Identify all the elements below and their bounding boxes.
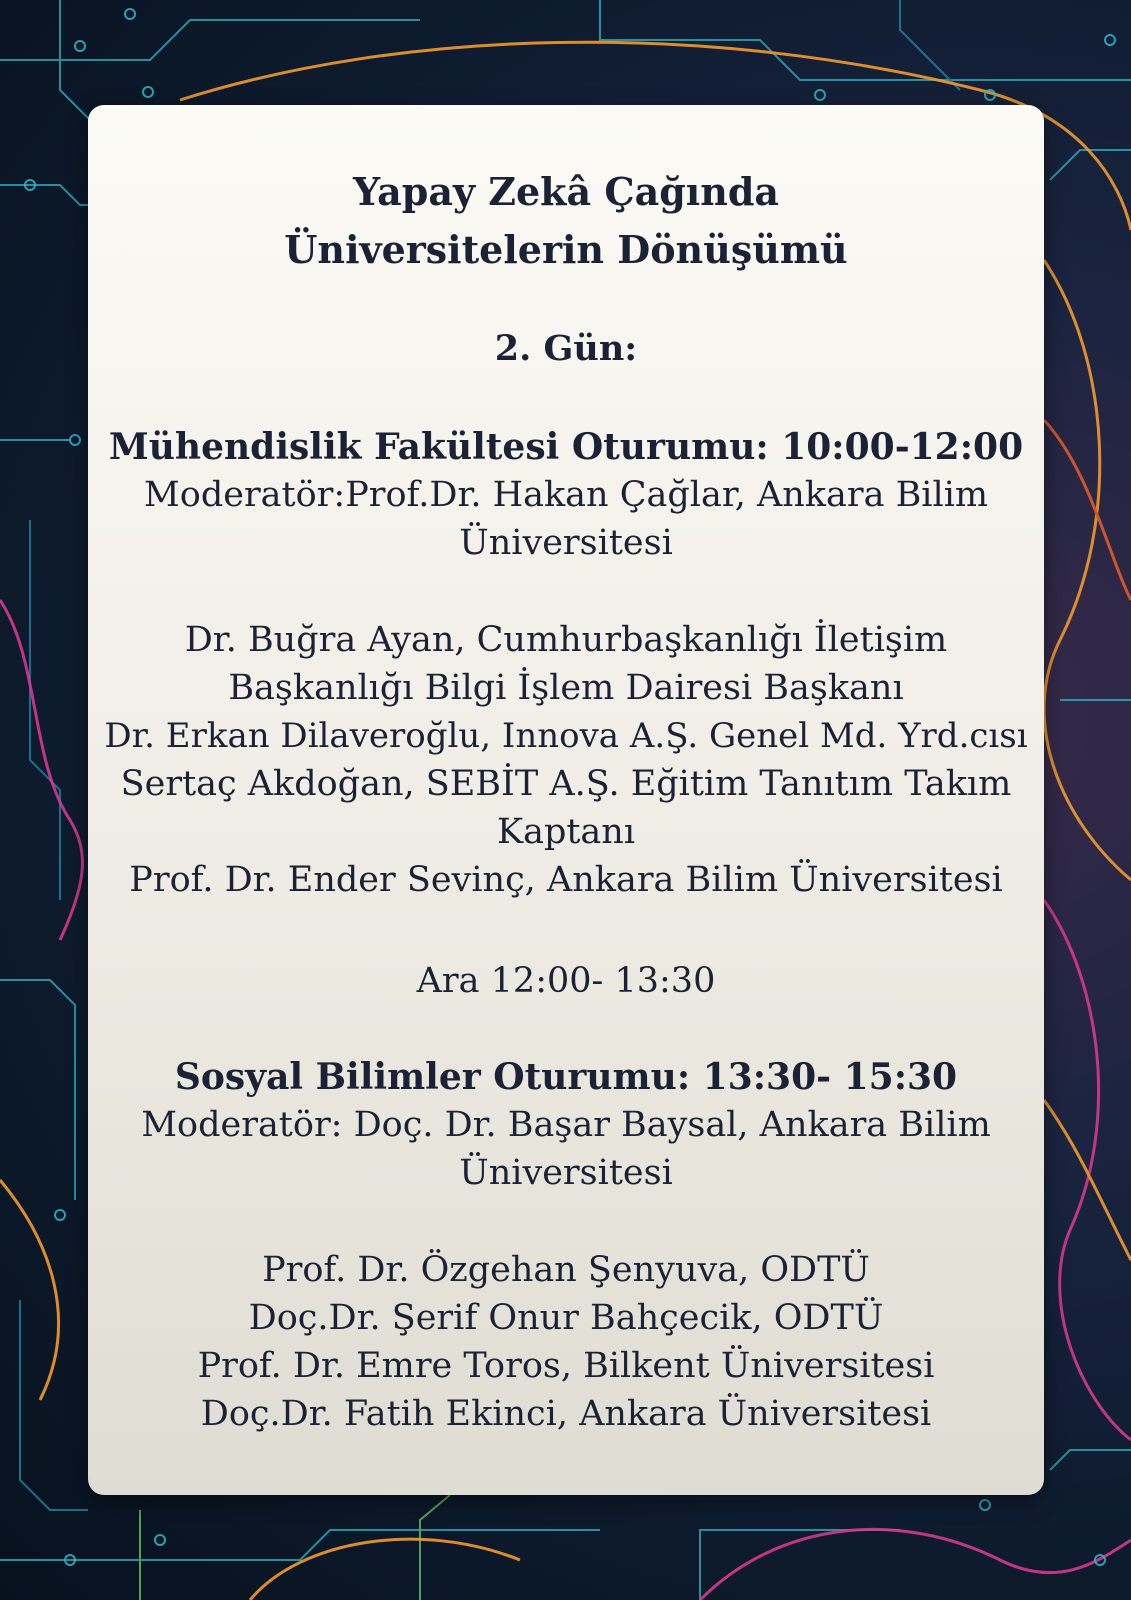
break-time: Ara 12:00- 13:30 bbox=[416, 961, 716, 1001]
session-1-moderator bbox=[88, 471, 1044, 567]
speaker-line: Prof. Dr. Emre Toros, Bilkent Üniversitesi bbox=[197, 1346, 935, 1386]
session-2-moderator-line-1: Moderatör: Doç. Dr. Başar Baysal, Ankara Bilim bbox=[141, 1105, 991, 1145]
speaker-line: Dr. Erkan Dilaveroğlu, Innova A.Ş. Genel Md. Yrd.cısı bbox=[104, 716, 1028, 756]
speaker-line: Doç.Dr. Şerif Onur Bahçecik, ODTÜ bbox=[248, 1298, 884, 1338]
speaker-line: Doç.Dr. Fatih Ekinci, Ankara Üniversitesi bbox=[200, 1394, 932, 1434]
speaker-line: Başkanlığı Bilgi İşlem Dairesi Başkanı bbox=[228, 668, 904, 708]
session-1-moderator-line-2: Üniversitesi bbox=[459, 523, 673, 563]
session-2-title: Sosyal Bilimler Oturumu: 13:30- 15:30 bbox=[174, 1056, 958, 1098]
session-1-speakers bbox=[88, 616, 1044, 904]
event-title-line-1: Yapay Zekâ Çağında bbox=[352, 169, 780, 214]
speaker-line: Prof. Dr. Ender Sevinç, Ankara Bilim Üniversitesi bbox=[129, 860, 1003, 900]
session-1-moderator-line-1: Moderatör:Prof.Dr. Hakan Çağlar, Ankara Bilim bbox=[143, 475, 989, 515]
day-heading: 2. Gün: bbox=[494, 328, 638, 369]
speaker-line: Sertaç Akdoğan, SEBİT A.Ş. Eğitim Tanıtım Takım bbox=[120, 764, 1012, 804]
session-2-speakers bbox=[88, 1246, 1044, 1438]
session-2-moderator-line-2: Üniversitesi bbox=[459, 1153, 673, 1193]
program-card bbox=[88, 105, 1044, 1495]
speaker-line: Kaptanı bbox=[496, 812, 636, 852]
event-title-line-2: Üniversitelerin Dönüşümü bbox=[284, 227, 848, 272]
speaker-line: Prof. Dr. Özgehan Şenyuva, ODTÜ bbox=[262, 1250, 870, 1290]
speaker-line: Dr. Buğra Ayan, Cumhurbaşkanlığı İletişim bbox=[184, 620, 948, 660]
session-1-title: Mühendislik Fakültesi Oturumu: 10:00-12:00 bbox=[108, 426, 1024, 468]
session-2-moderator bbox=[88, 1101, 1044, 1197]
event-title bbox=[88, 163, 1044, 279]
